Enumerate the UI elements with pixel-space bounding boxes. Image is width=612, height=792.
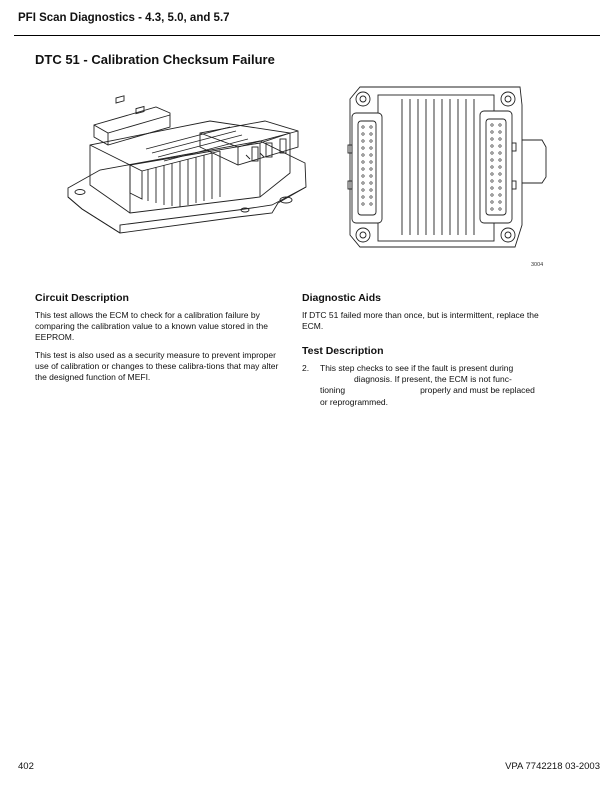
page-number: 402: [18, 761, 34, 772]
circuit-description-paragraph-2: This test is also used as a security measure to prevent improper use of calibration or changes to these calibra-tions that may alter the designed function of MEFI.: [35, 349, 279, 383]
circuit-description-heading: Circuit Description: [35, 292, 129, 304]
diagnostic-aids-heading: Diagnostic Aids: [302, 292, 381, 304]
list-number: 2.: [302, 363, 310, 373]
figure-number: 3004: [531, 262, 544, 268]
ecm-perspective-view: [68, 96, 306, 233]
ecm-top-view: [348, 87, 546, 247]
circuit-description-body: [35, 310, 290, 389]
document-id: VPA 7742218 03-2003: [505, 761, 600, 772]
test-description-line-2: diagnosis. If present, the ECM is not func-: [354, 374, 512, 385]
test-description-item: [302, 363, 557, 408]
test-description-line-4: or reprogrammed.: [320, 396, 389, 407]
header-divider: [14, 35, 600, 36]
ecm-module-illustration: [60, 85, 550, 255]
page-title: DTC 51 - Calibration Checksum Failure: [35, 52, 275, 67]
diagnostic-aids-text: If DTC 51 failed more than once, but is intermittent, replace the ECM.: [302, 310, 539, 332]
test-description-line-3b: properly and must be replaced: [420, 385, 535, 396]
test-description-heading: Test Description: [302, 345, 384, 357]
test-description-line-3a: tioning: [320, 385, 346, 396]
header-title: PFI Scan Diagnostics - 4.3, 5.0, and 5.7: [18, 12, 230, 24]
test-description-line-1: This step checks to see if the fault is present during: [320, 363, 514, 373]
circuit-description-paragraph-1: This test allows the ECM to check for a calibration failure by comparing the calibration value to a known value stored in the EEPROM.: [35, 310, 268, 343]
